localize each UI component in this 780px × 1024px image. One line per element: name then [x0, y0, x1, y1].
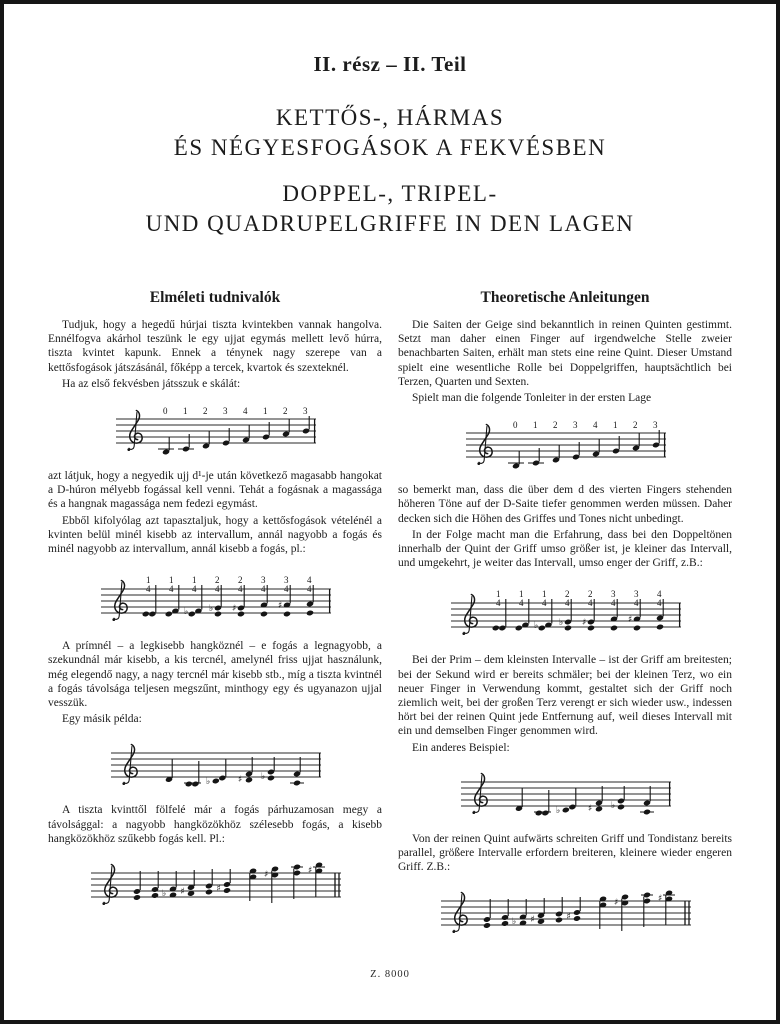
paragraph-hu-7: A tiszta kvinttől fölfelé már a fogás párhuzamosan megy a távolsággal: a nagyobb hangközökhöz szélesebb fogás, a kisebb hangközökhöz szűkebb fogás kell. Pl.: — [48, 804, 382, 845]
paragraph-hu-6: Egy másik példa: — [62, 713, 142, 726]
fingering-number: 4 — [192, 584, 197, 595]
paragraph-de-7: Von der reinen Quint aufwärts schreiten Griff und Tondistanz bereits parallel, größere Intervalle erfordern breiteren, kleinere wieder engeren Griff. Z.B.: — [398, 832, 732, 874]
fingering-number: 4 — [238, 584, 243, 595]
fingering-number: 1 — [613, 420, 618, 431]
scale-staff-svg — [460, 419, 670, 473]
example3-staff-svg — [85, 859, 345, 913]
fingering-number: 1 — [533, 420, 538, 431]
paragraph-hu-5: A prímnél – a legkisebb hangköznél – e fogás a legnagyobb, a szekundnál már kisebb, a kis tercnél, amelynél friss ujjat használunk, még elegendő nagy, a nagy tercnél már kisebb stb., míg a tiszta kvintnél a fogás távolsága teljesen megszűnt, minthogy egy és ugyanazon ujjal vesszük. — [48, 640, 382, 710]
fingering-number: 4 — [542, 598, 547, 609]
column-hungarian — [48, 289, 382, 941]
example2-staff-svg — [105, 739, 325, 793]
paragraph-de-5: Bei der Prim – dem kleinsten Intervalle – ist der Griff am breitesten; bei der Sekund wird er bereits schmäler; bei der kleinen Terz, wo ein neuer Finger in Verwendung kommt, gestaltet sich der Griff noch ziemlich weit, bei der großen Terz verengt er sich wieder usw., indessen hört bei der reinen Quint jede Entfernung auf, weil dieses Intervall mit ein und demselben Finger genommen wird. — [398, 654, 732, 738]
paragraph-de-2: Spielt man die folgende Tonleiter in der ersten Lage — [412, 392, 652, 405]
music-staff-example2-de — [455, 768, 675, 822]
fingering-number: 2 — [553, 420, 558, 431]
scale-staff-svg — [110, 405, 320, 459]
main-title — [4, 103, 776, 239]
fingering-number: 2 — [565, 589, 570, 600]
fingering-number: 3 — [611, 589, 616, 600]
paragraph-hu-2: Ha az első fekvésben játsszuk e skálát: — [62, 377, 241, 390]
fingering-number: 4 — [307, 584, 312, 595]
music-staff-scale-de — [460, 419, 670, 473]
fingering-number: 3 — [223, 406, 228, 417]
main-title-hungarian — [4, 103, 776, 163]
fingering-number: 4 — [657, 598, 662, 609]
paragraph-de-6: Ein anderes Beispiel: — [412, 741, 510, 754]
music-staff-doublestops-hu — [95, 575, 335, 629]
fingering-number: 0 — [513, 420, 518, 431]
fingering-number: 3 — [653, 420, 658, 431]
fingering-number: 1 — [183, 406, 188, 417]
music-staff-example3-hu — [85, 859, 345, 913]
fingering-number: 2 — [238, 575, 243, 586]
plate-number: Z. 8000 — [370, 969, 410, 980]
fingering-number: 2 — [588, 589, 593, 600]
fingering-number: 1 — [542, 589, 547, 600]
fingering-number: 4 — [593, 420, 598, 431]
fingering-number: 4 — [588, 598, 593, 609]
main-title-hu-line2: ÉS NÉGYESFOGÁSOK A FEKVÉSBEN — [173, 135, 607, 160]
main-title-hu-line1: KETTŐS-, HÁRMAS — [275, 105, 505, 130]
fingering-number: 2 — [215, 575, 220, 586]
fingering-number: 1 — [146, 575, 151, 586]
fingering-number: 3 — [303, 406, 308, 417]
music-staff-example2-hu — [105, 739, 325, 793]
fingering-number: 2 — [633, 420, 638, 431]
column-heading-hungarian: Elméleti tudnivalók — [149, 289, 281, 306]
paragraph-hu-1: Tudjuk, hogy a hegedű húrjai tiszta kvintekben vannak hangolva. Ennélfogva akárhol teszünk le egy ujjat egymás mellett levő húrra, tiszta kvintet kapunk. Ennek a ténynek nagy szerepe van a kettősfogások játszásánál, főképp a tercek, kvartok és szexteknél. — [48, 319, 382, 374]
fingering-number: 3 — [284, 575, 289, 586]
fingering-number: 4 — [307, 575, 312, 586]
fingering-number: 2 — [203, 406, 208, 417]
music-staff-doublestops-de — [445, 589, 685, 643]
fingering-number: 1 — [496, 589, 501, 600]
fingering-number: 0 — [163, 406, 168, 417]
fingering-number: 4 — [284, 584, 289, 595]
fingering-number: 3 — [634, 589, 639, 600]
paragraph-de-3: so bemerkt man, dass die über dem d des vierten Fingers stehenden höheren Töne auf der D-Saite tiefer genommen werden müssen. Daher decken sich die Höhen des Griffes und Tones nicht unbedingt. — [398, 484, 732, 525]
fingering-number: 1 — [263, 406, 268, 417]
main-title-de-line1: DOPPEL-, TRIPEL- — [282, 181, 498, 206]
fingering-number: 1 — [192, 575, 197, 586]
fingering-number: 3 — [261, 575, 266, 586]
fingering-number: 1 — [169, 575, 174, 586]
music-staff-scale-hu — [110, 405, 320, 459]
music-staff-example3-de — [435, 887, 695, 941]
fingering-number: 4 — [496, 598, 501, 609]
fingering-number: 4 — [215, 584, 220, 595]
example3-staff-svg — [435, 887, 695, 941]
paragraph-de-4: In der Folge macht man die Erfahrung, dass bei den Doppeltönen innerhalb der Quint der Griff umso größer ist, je kleiner das Intervall, und umgekehrt, je weiter das Intervall, umso enger der Griff, z.B.: — [398, 528, 732, 570]
fingering-number: 4 — [261, 584, 266, 595]
fingering-number: 4 — [519, 598, 524, 609]
part-title: II. rész – II. Teil — [313, 52, 467, 76]
paragraph-hu-3: azt látjuk, hogy a negyedik ujj d¹-je után következő magasabb hangokat a D-húron mélyebb fogással kell venni. Tehát a fogásnak a magassága és a hangnak magassága nem fedezi egymást. — [48, 470, 382, 511]
two-column-text — [4, 289, 776, 941]
fingering-number: 2 — [283, 406, 288, 417]
paragraph-de-1: Die Saiten der Geige sind bekanntlich in reinen Quinten gestimmt. Setzt man daher einen Finger auf irgendwelche Stelle zweier benachbarten Saiten, erhält man stets eine reine Quint. Dieser Umstand spielt eine wesentliche Rolle bei Doppelgriffen, hauptsächtlich bei Terzen, Quarten und Sexten. — [398, 319, 732, 388]
column-german — [398, 289, 732, 941]
fingering-number: 1 — [519, 589, 524, 600]
fingering-number: 4 — [146, 584, 151, 595]
fingering-number: 4 — [634, 598, 639, 609]
fingering-number: 3 — [573, 420, 578, 431]
paragraph-hu-4: Ebből kifolyólag azt tapasztaljuk, hogy a kettősfogások vételénél a kvinten belül minél kisebb az intervallum, annál nagyobb a fogás és minél nagyobb az intervallum, annál kisebb a fogás, pl.: — [48, 514, 382, 556]
main-title-german — [4, 179, 776, 239]
fingering-number: 4 — [611, 598, 616, 609]
main-title-de-line2: UND QUADRUPELGRIFFE IN DEN LAGEN — [145, 211, 635, 236]
fingering-number: 4 — [169, 584, 174, 595]
column-heading-german: Theoretische Anleitungen — [480, 289, 650, 306]
fingering-number: 4 — [565, 598, 570, 609]
fingering-number: 4 — [657, 589, 662, 600]
example2-staff-svg — [455, 768, 675, 822]
fingering-number: 4 — [243, 406, 248, 417]
